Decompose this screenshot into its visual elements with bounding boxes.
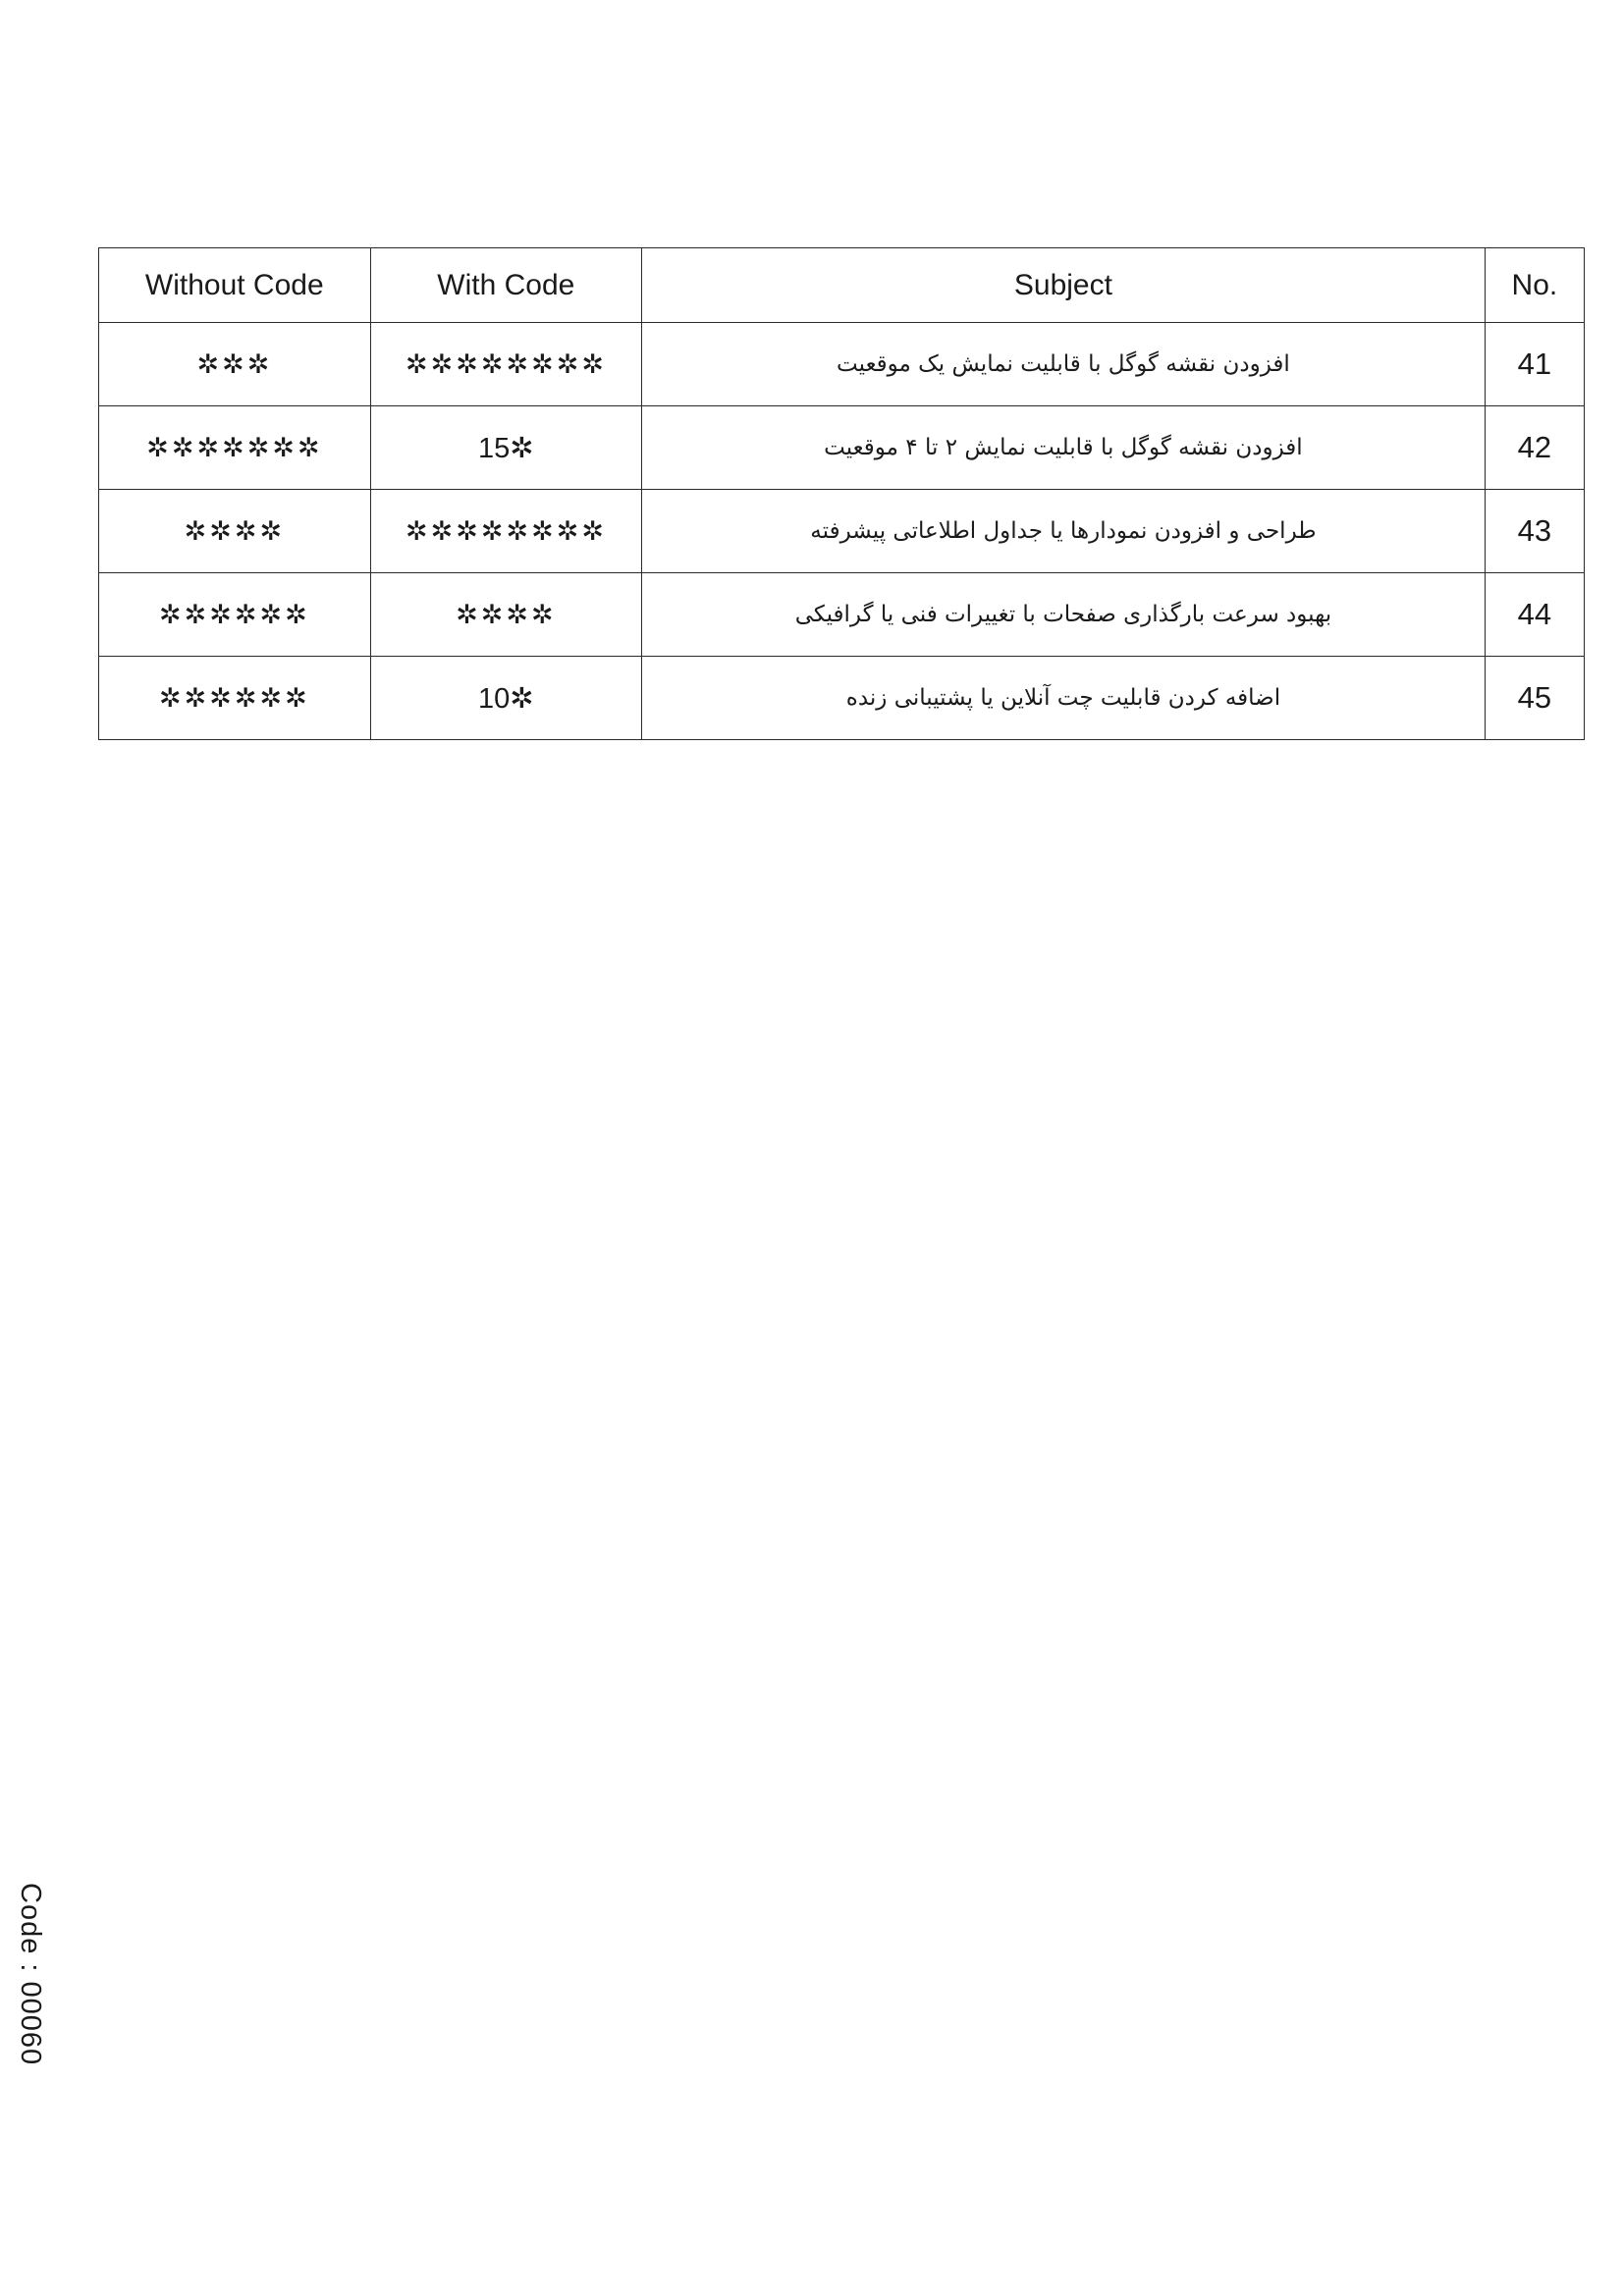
table-row	[99, 657, 1585, 740]
table-row	[99, 406, 1585, 490]
without-code-cell: ✲✲✲✲✲✲	[99, 657, 371, 740]
row-number-cell: 43	[1485, 490, 1584, 573]
with-code-cell: ✲✲✲✲✲✲✲✲	[370, 490, 642, 573]
row-number-cell: 41	[1485, 323, 1584, 406]
with-code-cell: ✲✲✲✲✲✲✲✲	[370, 323, 642, 406]
with-code-cell: ✲✲✲✲	[370, 573, 642, 657]
with-code-cell: 15✲	[370, 406, 642, 490]
without-code-cell: ✲✲✲✲✲✲	[99, 573, 371, 657]
row-number-cell: 45	[1485, 657, 1584, 740]
header-with-code: With Code	[370, 248, 642, 323]
header-no: No.	[1485, 248, 1584, 323]
with-code-cell: 10✲	[370, 657, 642, 740]
without-code-cell: ✲✲✲✲	[99, 490, 371, 573]
subject-cell: افزودن نقشه گوگل با قابلیت نمایش ۲ تا ۴ موقعیت	[642, 406, 1486, 490]
table-header-row	[99, 248, 1585, 323]
subject-cell: افزودن نقشه گوگل با قابلیت نمایش یک موقعیت	[642, 323, 1486, 406]
document-code-label: Code : 00060	[15, 1883, 46, 2066]
without-code-cell: ✲✲✲	[99, 323, 371, 406]
row-number-cell: 42	[1485, 406, 1584, 490]
subject-cell: اضافه کردن قابلیت چت آنلاین یا پشتیبانی زنده	[642, 657, 1486, 740]
table-row	[99, 323, 1585, 406]
header-subject: Subject	[642, 248, 1486, 323]
row-number-cell: 44	[1485, 573, 1584, 657]
subject-cell: بهبود سرعت بارگذاری صفحات با تغییرات فنی یا گرافیکی	[642, 573, 1486, 657]
header-without-code: Without Code	[99, 248, 371, 323]
without-code-cell: ✲✲✲✲✲✲✲	[99, 406, 371, 490]
pricing-table	[98, 247, 1585, 740]
subject-cell: طراحی و افزودن نمودارها یا جداول اطلاعاتی پیشرفته	[642, 490, 1486, 573]
table-row	[99, 573, 1585, 657]
table-row	[99, 490, 1585, 573]
